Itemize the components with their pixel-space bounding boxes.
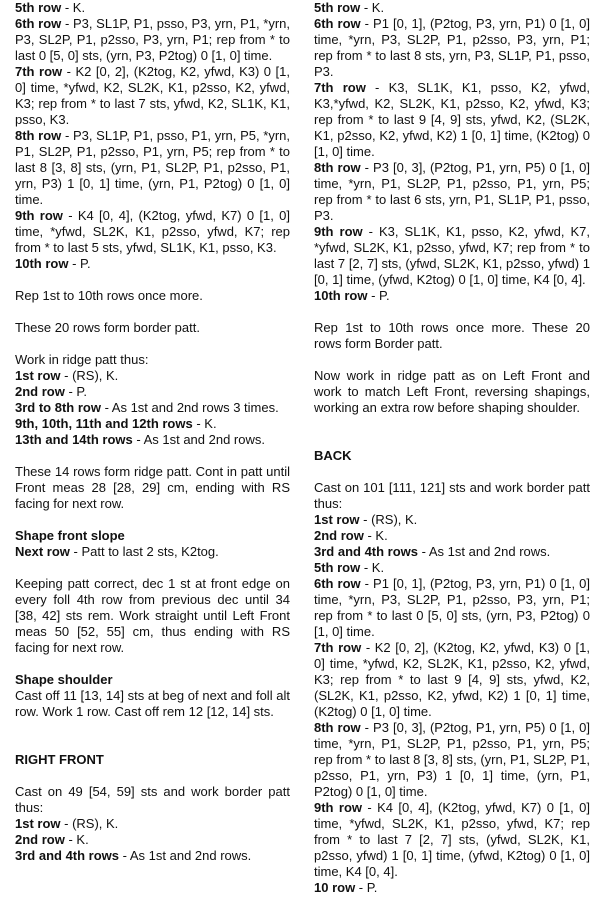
- instruction-row: [314, 512, 590, 528]
- row-text: - K.: [61, 0, 86, 15]
- row-label: 3rd and 4th rows: [314, 544, 419, 559]
- row-label: 1st row: [15, 816, 61, 831]
- row-label: 7th row: [15, 64, 63, 79]
- instruction-row: [15, 16, 290, 64]
- row-text: - (RS), K.: [60, 816, 119, 831]
- row-text: - (RS), K.: [60, 368, 119, 383]
- row-label: 3rd to 8th row: [15, 400, 101, 415]
- row-label: 9th row: [314, 800, 362, 815]
- right-rows-a: [314, 0, 590, 304]
- row-label: 6th row: [314, 576, 361, 591]
- row-text: - P.: [355, 880, 378, 895]
- instruction-row: [15, 384, 290, 400]
- instruction-row: [15, 368, 290, 384]
- row-label: 6th row: [15, 16, 62, 31]
- instruction-row: [15, 64, 290, 128]
- instruction-row: [15, 848, 290, 864]
- row-label: 9th row: [314, 224, 363, 239]
- row-text: - P3 [0, 3], (P2tog, P1, yrn, P5) 0 [1, 0] time, *yrn, P1, SL2P, P1, p2sso, P1, yrn, P5; rep from * to last 8 [3, 8] sts, (yrn, P1, SL2P, P1, p2sso, P1, yrn, P3) 1 [0, 1] time, (yrn, P1, P2tog) 0 [1, 0] time.: [314, 720, 590, 799]
- instruction-row: [314, 560, 590, 576]
- instruction-row: [15, 0, 290, 16]
- row-label: 9th row: [15, 208, 63, 223]
- row-text: - Patt to last 2 sts, K2tog.: [69, 544, 219, 559]
- ridge-paragraph: Now work in ridge patt as on Left Front and work to match Left Front, reversing shapings, working an extra row before shaping shoulder.: [314, 368, 590, 415]
- instruction-row: [314, 640, 590, 720]
- left-column: [15, 0, 290, 864]
- instruction-row: [15, 256, 290, 272]
- keeping-patt-paragraph: Keeping patt correct, dec 1 st at front edge on every foll 4th row from previous dec until 34 [38, 42] sts rem. Work straight until Left Front meas 50 [52, 55] cm, thus ending with RS facing for next row.: [15, 576, 290, 655]
- row-text: - K3, SL1K, K1, psso, K2, yfwd, K3,*yfwd, K2, SL2K, K1, p2sso, K2, yfwd, K3; rep from * to last 9 [4, 9] sts, yfwd, K2, (SL2K, K1, p2sso, K2, yfwd, K2) 1 [0, 1] time, (K2tog) 0 [1, 0] time.: [314, 80, 590, 159]
- row-label: 9th, 10th, 11th and 12th rows: [15, 416, 193, 431]
- instruction-row: [15, 544, 290, 560]
- row-text: - K.: [363, 528, 388, 543]
- row-text: - K.: [360, 0, 385, 15]
- right-front-heading: RIGHT FRONT: [15, 752, 104, 767]
- row-text: - As 1st and 2nd rows.: [119, 848, 252, 863]
- row-label: 10 row: [314, 880, 356, 895]
- row-text: - K.: [360, 560, 385, 575]
- row-text: - As 1st and 2nd rows.: [418, 544, 551, 559]
- row-label: 10th row: [314, 288, 368, 303]
- row-text: - K.: [64, 832, 89, 847]
- row-text: - (RS), K.: [359, 512, 418, 527]
- left-rows-b: [15, 368, 290, 448]
- row-label: 8th row: [314, 160, 361, 175]
- row-label: 8th row: [15, 128, 62, 143]
- row-label: 2nd row: [314, 528, 364, 543]
- instruction-row: [15, 816, 290, 832]
- row-label: 3rd and 4th rows: [15, 848, 120, 863]
- shape-shoulder-heading: Shape shoulder: [15, 672, 113, 687]
- instruction-row: [314, 880, 590, 896]
- row-label: 1st row: [314, 512, 360, 527]
- instruction-row: [314, 0, 590, 16]
- right-column: [314, 0, 590, 896]
- back-heading: BACK: [314, 448, 352, 463]
- instruction-row: [314, 576, 590, 640]
- row-text: - P1 [0, 1], (P2tog, P3, yrn, P1) 0 [1, 0] time, *yrn, P3, SL2P, P1, p2sso, P3, yrn, P1; rep from * to last 8 sts, yrn, P3, SL1P, P1, psso, P3.: [314, 16, 590, 79]
- row-text: - P3, SL1P, P1, psso, P3, yrn, P1, *yrn, P3, SL2P, P1, p2sso, P3, yrn, P1; rep from * to last 0 [5, 0] sts, (yrn, P3, P2tog) 0 [1, 0] time.: [15, 16, 290, 63]
- row-label: 2nd row: [15, 384, 65, 399]
- row-label: 5th row: [15, 0, 62, 15]
- right-rows-b: [314, 512, 590, 896]
- instruction-row: [15, 208, 290, 256]
- row-label: 10th row: [15, 256, 69, 271]
- row-text: - K4 [0, 4], (K2tog, yfwd, K7) 0 [1, 0] time, *yfwd, SL2K, K1, p2sso, yfwd, K7; rep from * to last 7 [2, 7] sts, (yfwd, SL2K, K1, p2sso, yfwd) 1 [0, 1] time, (yfwd, K2tog) 0 [1, 0] time, K4 [0, 4].: [314, 800, 590, 879]
- instruction-row: [314, 80, 590, 160]
- right-front-cast-on: Cast on 49 [54, 59] sts and work border patt thus:: [15, 784, 290, 815]
- row-text: - P1 [0, 1], (P2tog, P3, yrn, P1) 0 [1, 0] time, *yrn, P3, SL2P, P1, p2sso, P3, yrn, P1; rep from * to last 0 [5, 0] sts, (yrn, P3, P2tog) 0 [1, 0] time.: [314, 576, 590, 639]
- row-text: - As 1st and 2nd rows.: [132, 432, 265, 447]
- instruction-row: [314, 800, 590, 880]
- repeat-paragraph: Rep 1st to 10th rows once more. These 20 rows form Border patt.: [314, 320, 590, 351]
- left-rows-a: [15, 0, 290, 272]
- row-label: 8th row: [314, 720, 361, 735]
- ridge-form-paragraph: These 14 rows form ridge patt. Cont in patt until Front meas 28 [28, 29] cm, ending with RS facing for next row.: [15, 464, 290, 511]
- row-text: - P.: [367, 288, 390, 303]
- ridge-intro: Work in ridge patt thus:: [15, 352, 149, 367]
- instruction-row: [314, 224, 590, 288]
- instruction-row: [314, 288, 590, 304]
- row-label: 5th row: [314, 0, 361, 15]
- instruction-row: [314, 720, 590, 800]
- row-label: 13th and 14th rows: [15, 432, 133, 447]
- row-label: 7th row: [314, 80, 366, 95]
- row-text: - K.: [192, 416, 217, 431]
- left-rows-c: [15, 816, 290, 864]
- row-text: - K3, SL1K, K1, psso, K2, yfwd, K7, *yfwd, SL2K, K1, p2sso, yfwd, K7; rep from * to last 7 [2, 7] sts, (yfwd, SL2K, K1, p2sso, yfwd) 1 [0, 1] time, (yfwd, K2tog) 0 [1, 0] time, K4 [0, 4].: [314, 224, 590, 287]
- row-text: - P3 [0, 3], (P2tog, P1, yrn, P5) 0 [1, 0] time, *yrn, P1, SL2P, P1, p2sso, P1, yrn, P5; rep from * to last 6 sts, yrn, P1, SL1P, P1, psso, P3.: [314, 160, 590, 223]
- instruction-row: [15, 832, 290, 848]
- row-label: 5th row: [314, 560, 361, 575]
- row-text: - P.: [64, 384, 88, 399]
- back-cast-on: Cast on 101 [111, 121] sts and work border patt thus:: [314, 480, 590, 511]
- row-text: - K4 [0, 4], (K2tog, yfwd, K7) 0 [1, 0] time, *yfwd, SL2K, K1, p2sso, yfwd, K7; rep from * to last 5 sts, yfwd, SL1K, K1, psso, K3.: [15, 208, 290, 255]
- shape-front-slope-heading: Shape front slope: [15, 528, 125, 543]
- row-text: - P.: [68, 256, 91, 271]
- instruction-row: [314, 544, 590, 560]
- instruction-row: [314, 160, 590, 224]
- instruction-row: [15, 416, 290, 432]
- row-label: 1st row: [15, 368, 61, 383]
- instruction-row: [314, 528, 590, 544]
- instruction-row: [15, 128, 290, 208]
- row-label: 2nd row: [15, 832, 65, 847]
- shoulder-paragraph: Cast off 11 [13, 14] sts at beg of next and foll alt row. Work 1 row. Cast off rem 12 [12, 14] sts.: [15, 688, 290, 719]
- row-text: - K2 [0, 2], (K2tog, K2, yfwd, K3) 0 [1, 0] time, *yfwd, K2, SL2K, K1, p2sso, K2, yfwd, K3; rep from * to last 7 sts, yfwd, K2, SL1K, K1, psso, K3.: [15, 64, 290, 127]
- row-text: - K2 [0, 2], (K2tog, K2, yfwd, K3) 0 [1, 0] time, *yfwd, K2, SL2K, K1, p2sso, K2, yfwd, K3; rep from * to last 9 [4, 9] sts, yfwd, K2, (SL2K, K1, p2sso, K2, yfwd, K2) 1 [0, 1] time, (K2tog) 0 [1, 0] time.: [314, 640, 590, 719]
- row-label: 7th row: [314, 640, 362, 655]
- instruction-row: [15, 400, 290, 416]
- row-label: Next row: [15, 544, 70, 559]
- row-text: - As 1st and 2nd rows 3 times.: [100, 400, 279, 415]
- instruction-row: [15, 432, 290, 448]
- instruction-row: [314, 16, 590, 80]
- row-label: 6th row: [314, 16, 361, 31]
- border-form-paragraph: These 20 rows form border patt.: [15, 320, 200, 335]
- row-text: - P3, SL1P, P1, psso, P1, yrn, P5, *yrn, P1, SL2P, P1, p2sso, P1, yrn, P5; rep from * to last 8 [3, 8] sts, (yrn, P1, SL2P, P1, p2sso, P1, yrn, P3) 1 [0, 1] time, (yrn, P1, P2tog) 0 [1, 0] time.: [15, 128, 290, 207]
- repeat-paragraph: Rep 1st to 10th rows once more.: [15, 288, 203, 303]
